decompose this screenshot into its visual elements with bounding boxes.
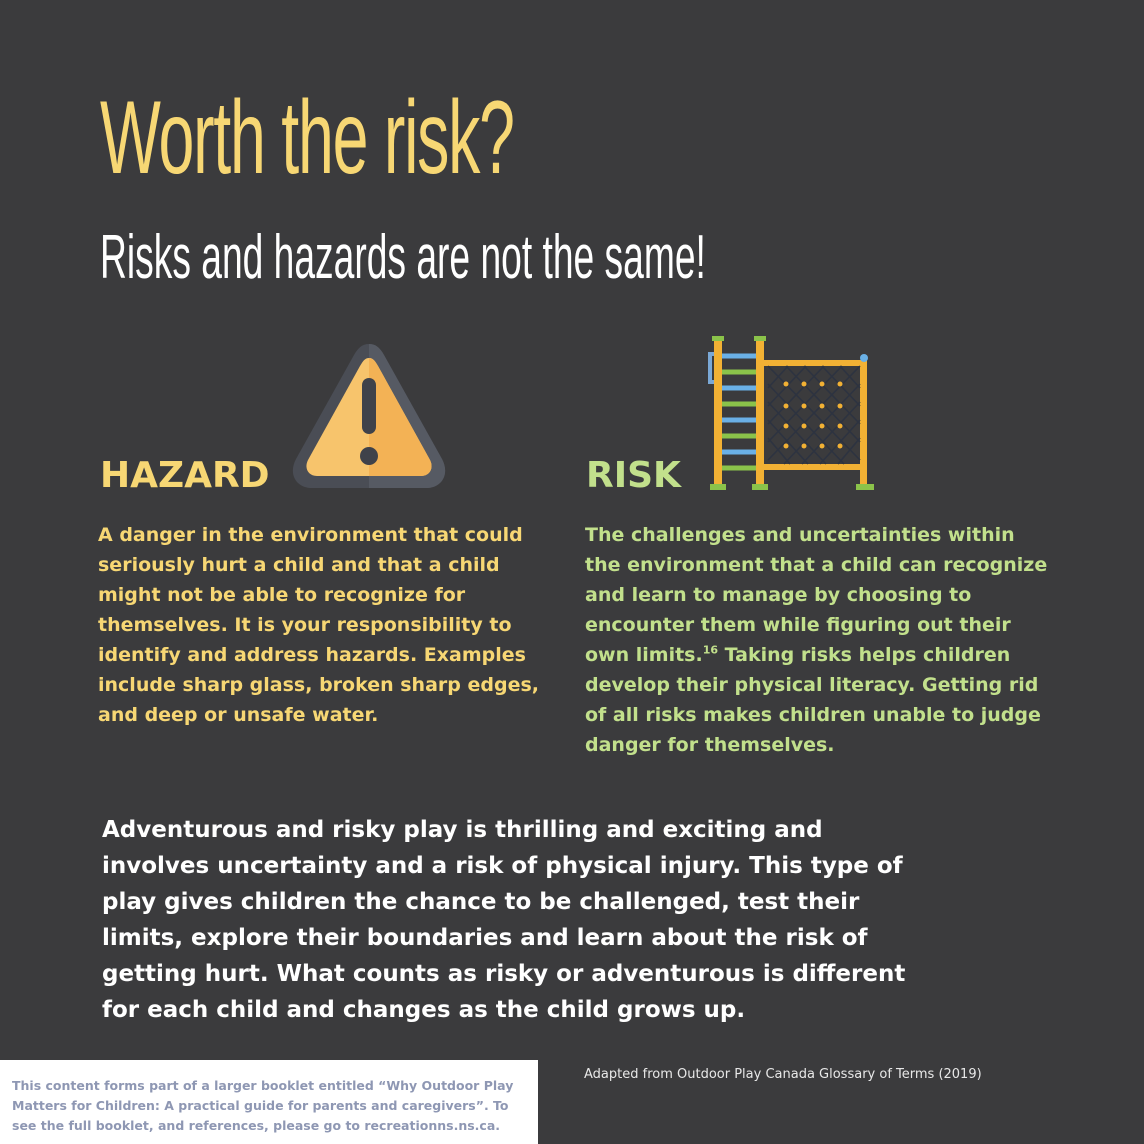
risk-description [585,520,1055,760]
page-subtitle: Risks and hazards are not the same! [100,223,706,292]
footer-note: This content forms part of a larger booklet entitled “Why Outdoor Play Matters for Children: A practical guide for parents and caregivers”. To see the full booklet, and references, please go to recreationns.ns.ca. [12,1078,514,1133]
risk-heading: RISK [586,455,681,496]
risk-description-part2: Taking risks helps children develop their physical literacy. Getting rid of all risks makes children unable to judge danger for themselves. [585,644,1041,756]
hazard-heading: HAZARD [100,455,270,496]
climbing-frame-icon [702,330,882,499]
footer-note-box [0,1060,538,1144]
hazard-description: A danger in the environment that could seriously hurt a child and that a child might not be able to recognize for themselves. It is your responsibility to identify and address hazards. Examples include sharp glass, broken sharp edges, and deep or unsafe water. [98,524,539,726]
source-credit: Adapted from Outdoor Play Canada Glossary of Terms (2019) [584,1067,982,1082]
adventurous-play-paragraph: Adventurous and risky play is thrilling and exciting and involves uncertainty and a risk of physical injury. This type of play gives children the chance to be challenged, test their limits, explore their boundaries and learn about the risk of getting hurt. What counts as risky or adventurous is different for each child and changes as the child grows up. [102,817,906,1023]
page-title: Worth the risk? [100,80,514,196]
warning-icon [284,336,454,505]
footnote-marker: 16 [702,643,719,657]
risk-description-part1: The challenges and uncertainties within the environment that a child can recognize and learn to manage by choosing to encounter them while figuring out their own limits. [585,524,1048,666]
